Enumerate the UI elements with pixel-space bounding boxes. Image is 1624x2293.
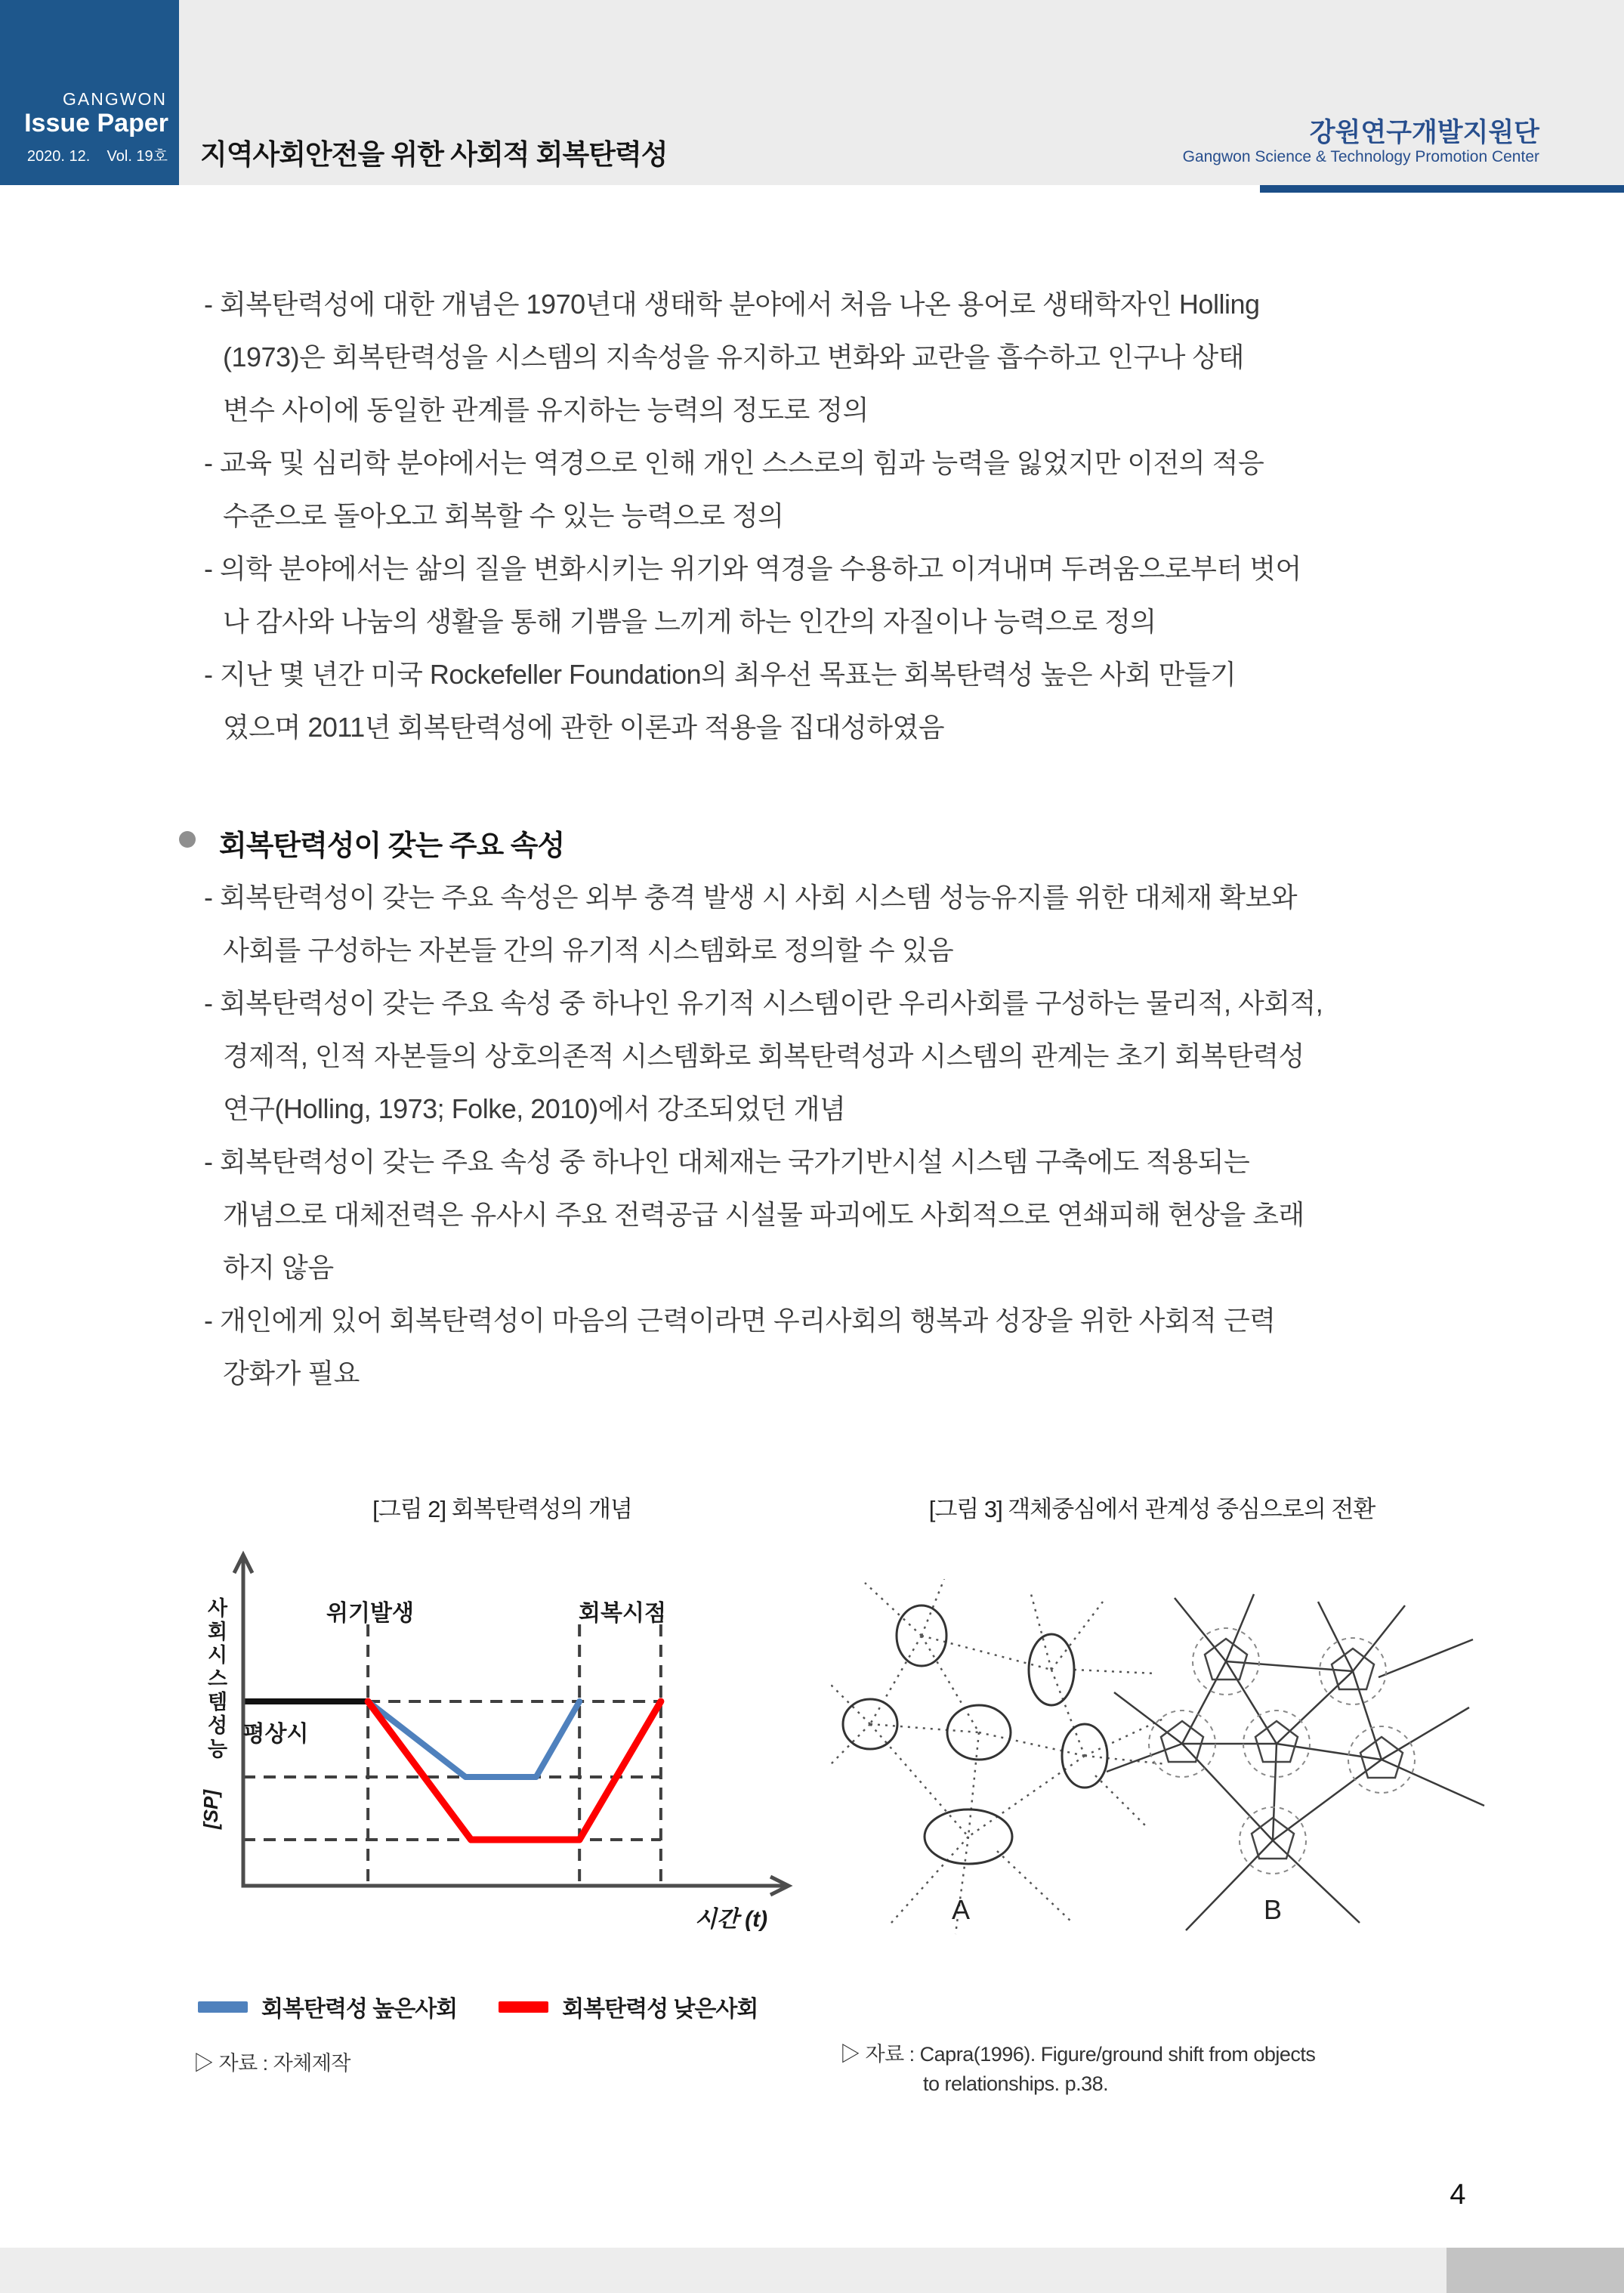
body-line: - 회복탄력성에 대한 개념은 1970년대 생태학 분야에서 처음 나온 용어로 생태학자인 Holling [204, 289, 1260, 320]
header-divider-rule [1260, 185, 1624, 193]
body-line: - 회복탄력성이 갖는 주요 속성 중 하나인 대체재는 국가기반시설 시스템 구축에도 적용되는 [204, 1146, 1250, 1177]
legend-high-dash-icon [198, 2001, 248, 2013]
svg-text:능: 능 [207, 1738, 228, 1760]
attributes-paragraph [204, 871, 1473, 1400]
body-line: - 의학 분야에서는 삶의 질을 변화시키는 위기와 역경을 수용하고 이겨내며 두려움으로부터 벗어 [204, 553, 1301, 584]
legend-low-label: 회복탄력성 낮은사회 [562, 1997, 758, 2022]
body-line: - 개인에게 있어 회복탄력성이 마음의 근력이라면 우리사회의 행복과 성장을 위한 사회적 근력 [204, 1305, 1276, 1336]
brand-org: GANGWON [63, 89, 167, 109]
x-axis-label: 시간 (t) [694, 1907, 768, 1932]
svg-text:성: 성 [207, 1714, 228, 1737]
body-line: - 회복탄력성이 갖는 주요 속성 중 하나인 유기적 시스템이란 우리사회를 구성하는 물리적, 사회적, [204, 987, 1323, 1018]
body-line: 였으며 2011년 회복탄력성에 관한 이론과 적용을 집대성하였음 [223, 712, 945, 743]
source-line: ▷ 자료 : 자체제작 [193, 2052, 350, 2075]
diagram-b-relation-nodes [1161, 1639, 1403, 1859]
figure2-resilience-chart [174, 1549, 801, 1972]
diagram-b-label: B [1263, 1894, 1283, 1925]
body-line: 변수 사이에 동일한 관계를 유지하는 능력의 정도로 정의 [223, 394, 869, 425]
figure2-source-note [193, 2049, 350, 2078]
svg-text:스: 스 [207, 1667, 228, 1690]
chart-series [368, 1701, 661, 1840]
y-axis-label [207, 1596, 228, 1760]
body-line: - 교육 및 심리학 분야에서는 역경으로 인해 개인 스스로의 힘과 능력을 잃었지만 이전의 적응 [204, 447, 1264, 478]
body-line: 수준으로 돌아오고 회복할 수 있는 능력으로 정의 [223, 500, 784, 531]
body-line: 개념으로 대체전력은 유사시 주요 전력공급 시설물 파괴에도 사회적으로 연쇄피해 현상을 초래 [223, 1199, 1304, 1230]
diagram-a-object-nodes [843, 1605, 1107, 1864]
section-bullet-icon [179, 831, 196, 848]
page-number: 4 [1450, 2179, 1466, 2211]
source-line: ▷ 자료 : Capra(1996). Figure/ground shift from objects [840, 2043, 1316, 2066]
body-line: (1973)은 회복탄력성을 시스템의 지속성을 유지하고 변화와 교란을 흡수하고 인구나 상태 [223, 341, 1244, 372]
body-line: - 지난 몇 년간 미국 Rockefeller Foundation의 최우선 목표는 회복탄력성 높은 사회 만들기 [204, 659, 1237, 690]
svg-text:회: 회 [207, 1621, 228, 1643]
header-title-band [179, 0, 1624, 185]
footer-accent-block [1446, 2248, 1624, 2293]
y-axis-unit-label: [SP] [199, 1790, 222, 1829]
body-line: 강화가 필요 [223, 1358, 360, 1389]
body-line: 하지 않음 [223, 1252, 334, 1283]
figure3-source-note [840, 2040, 1315, 2099]
svg-text:템: 템 [207, 1691, 228, 1714]
normal-label: 평상시 [242, 1722, 309, 1747]
section-title: 회복탄력성이 갖는 주요 속성 [219, 830, 565, 862]
body-line: 사회를 구성하는 자본들 간의 유기적 시스템화로 정의할 수 있음 [223, 935, 954, 966]
footer-bar [0, 2248, 1624, 2293]
svg-text:시: 시 [207, 1644, 228, 1667]
diagram-a-label: A [951, 1894, 971, 1925]
document-title: 지역사회안전을 위한 사회적 회복탄력성 [200, 139, 668, 170]
body-line: - 회복탄력성이 갖는 주요 속성은 외부 충격 발생 시 사회 시스템 성능유지를 위한 대체재 확보와 [204, 882, 1298, 913]
brand-product: Issue Paper [24, 109, 168, 138]
brand-issue-vol: 2020. 12. Vol. 19호 [26, 148, 168, 165]
body-line: 경제적, 인적 자본들의 상호의존적 시스템화로 회복탄력성과 시스템의 관계는 초기 회복탄력성 [223, 1040, 1304, 1071]
legend-high-label: 회복탄력성 높은사회 [261, 1997, 458, 2022]
intro-paragraph [204, 278, 1473, 754]
diagram-a-dotted-links [831, 1579, 1167, 1934]
legend-low-dash-icon [499, 2001, 548, 2013]
brand-box [0, 0, 179, 185]
figure2-caption: [그림 2] 회복탄력성의 개념 [372, 1496, 632, 1522]
org-name-korean: 강원연구개발지원단 [1309, 118, 1539, 147]
org-name-english: Gangwon Science & Technology Promotion Center [1182, 148, 1539, 165]
figure3-caption: [그림 3] 객체중심에서 관계성 중심으로의 전환 [928, 1496, 1375, 1522]
body-line: 나 감사와 나눔의 생활을 통해 기쁨을 느끼게 하는 인간의 자질이나 능력으로 정의 [223, 606, 1156, 637]
recovery-label: 회복시점 [579, 1601, 666, 1626]
figure2-legend [198, 1990, 758, 2023]
chart-guides [243, 1624, 661, 1886]
body-line: 연구(Holling, 1973; Folke, 2010)에서 강조되었던 개념 [223, 1093, 846, 1124]
diagram-b-solid-links [1107, 1594, 1484, 1930]
svg-text:사: 사 [207, 1597, 228, 1620]
source-line: to relationships. p.38. [923, 2072, 1109, 2095]
figure3-network-diagram [831, 1579, 1548, 1972]
crisis-label: 위기발생 [326, 1601, 414, 1626]
